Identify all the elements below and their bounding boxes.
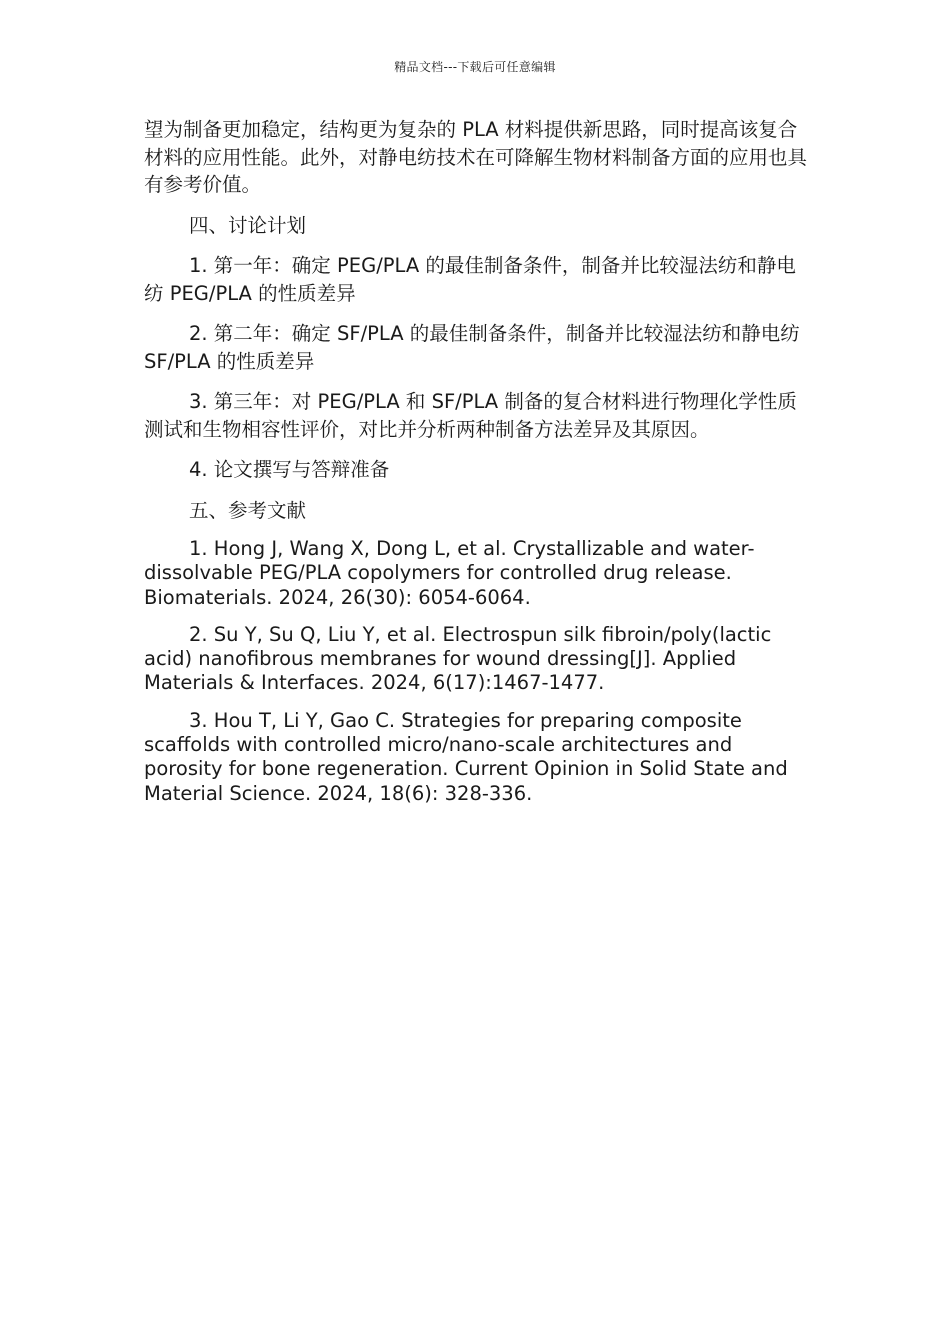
section-heading-references: 五、参考文献 bbox=[189, 498, 307, 522]
plan-item: 3. 第三年：对 PEG/PLA 和 SF/PLA 制备的复合材料进行物理化学性质测试和生物相容性评价，对比并分析两种制备方法差异及其原因。 bbox=[144, 390, 797, 441]
reference-item: 1. Hong J, Wang X, Dong L, et al. Crystallizable and water-dissolvable PEG/PLA copolymers for controlled drug release. Biomaterials. 2024, 26(30): 6054-6064. bbox=[144, 537, 755, 609]
plan-item: 2. 第二年：确定 SF/PLA 的最佳制备条件，制备并比较湿法纺和静电纺 SF/PLA 的性质差异 bbox=[144, 322, 800, 373]
page-header: 精品文档---下载后可任意编辑 bbox=[394, 60, 556, 74]
intro-paragraph: 望为制备更加稳定，结构更为复杂的 PLA 材料提供新思路，同时提高该复合材料的应用性能。此外，对静电纺技术在可降解生物材料制备方面的应用也具有参考价值。 bbox=[144, 118, 808, 196]
reference-item: 2. Su Y, Su Q, Liu Y, et al. Electrospun silk fibroin/poly(lactic acid) nanofibrous membranes for wound dressing[J]. Applied Materials & Interfaces. 2024, 6(17):1467-1477. bbox=[144, 622, 772, 695]
plan-item: 4. 论文撰写与答辩准备 bbox=[189, 458, 390, 481]
plan-item: 1. 第一年：确定 PEG/PLA 的最佳制备条件，制备并比较湿法纺和静电纺 PEG/PLA 的性质差异 bbox=[144, 254, 796, 305]
section-heading-discussion-plan: 四、讨论计划 bbox=[189, 213, 307, 237]
reference-item: 3. Hou T, Li Y, Gao C. Strategies for preparing composite scaffolds with controlled micro/nano-scale architectures and porosity for bone regeneration. Current Opinion in Solid State and Material Science. 2024, 18(6): 328-336. bbox=[144, 708, 788, 805]
document-body bbox=[144, 116, 808, 819]
